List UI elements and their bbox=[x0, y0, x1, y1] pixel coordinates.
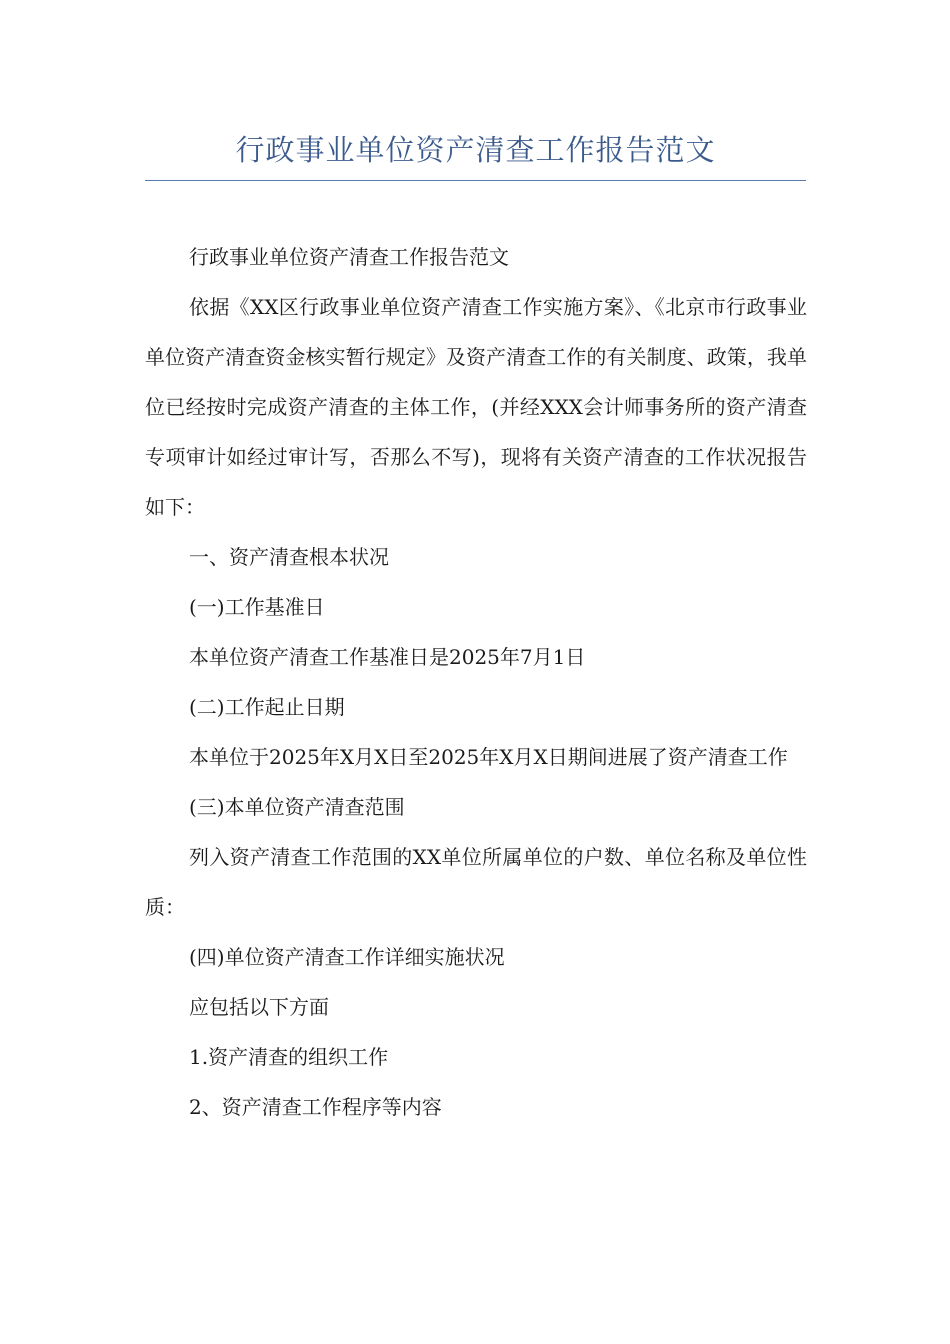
document-body bbox=[145, 232, 807, 1132]
document-title: 行政事业单位资产清查工作报告范文 bbox=[235, 133, 716, 167]
heading-subsection-3: (三)本单位资产清查范围 bbox=[189, 795, 405, 819]
list-item-1: 1.资产清查的组织工作 bbox=[189, 1045, 389, 1069]
list-item-2: 2、资产清查工作程序等内容 bbox=[189, 1095, 442, 1119]
paragraph-subtitle: 行政事业单位资产清查工作报告范文 bbox=[189, 245, 509, 269]
heading-section-1: 一、资产清查根本状况 bbox=[189, 545, 389, 569]
paragraph-aspects: 应包括以下方面 bbox=[189, 995, 329, 1019]
title-underline bbox=[145, 180, 806, 181]
heading-subsection-1: (一)工作基准日 bbox=[189, 595, 325, 619]
paragraph-period: 本单位于2025年X月X日至2025年X月X日期间进展了资产清查工作 bbox=[189, 745, 788, 769]
heading-subsection-2: (二)工作起止日期 bbox=[189, 695, 345, 719]
paragraph-base-date: 本单位资产清查工作基准日是2025年7月1日 bbox=[189, 645, 586, 669]
paragraph-scope: 列入资产清查工作范围的XX单位所属单位的户数、单位名称及单位性质： bbox=[145, 845, 807, 919]
heading-subsection-4: (四)单位资产清查工作详细实施状况 bbox=[189, 945, 505, 969]
paragraph-intro: 依据《XX区行政事业单位资产清查工作实施方案》、《北京市行政事业单位资产清查资金核实暂行规定》及资产清查工作的有关制度、政策，我单位已经按时完成资产清查的主体工作，(并经XXX会计师事务所的资产清查专项审计如经过审计写，否那么不写)，现将有关资产清查的工作状况报告如下： bbox=[145, 295, 807, 519]
